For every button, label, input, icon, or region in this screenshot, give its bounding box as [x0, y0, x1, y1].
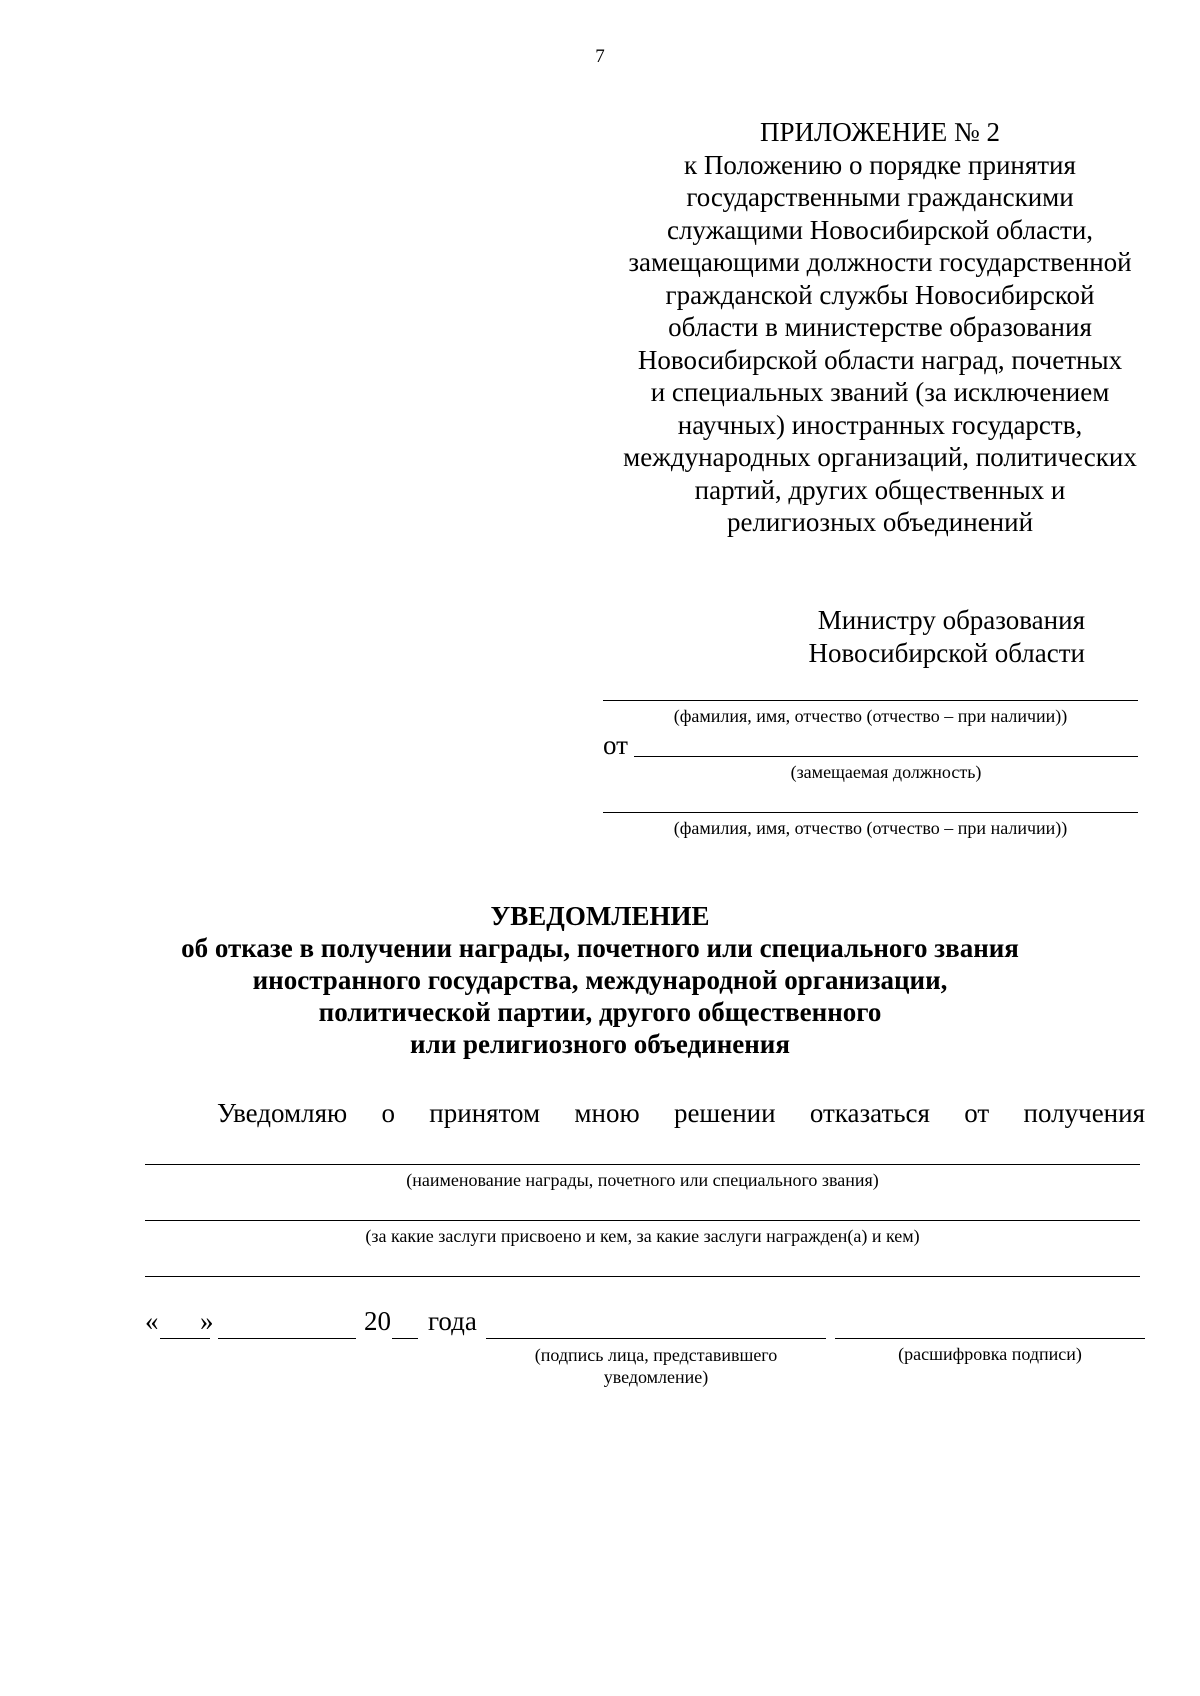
signature-caption-line: (подпись лица, представившего — [534, 1345, 778, 1365]
appendix-line: партий, других общественных и — [694, 474, 1066, 505]
close-quote: » — [200, 1306, 214, 1336]
from-label: от — [603, 730, 628, 760]
notice-subtitle-line: об отказе в получении награды, почетного или специального звания — [181, 933, 1019, 963]
fio-field-1[interactable] — [603, 700, 1138, 701]
body-word: мною — [574, 1098, 640, 1128]
appendix-line: к Положению о порядке принятия — [684, 149, 1076, 180]
signature-field[interactable] — [486, 1338, 826, 1339]
decoding-field[interactable] — [835, 1338, 1145, 1339]
appendix-line: государственными гражданскими — [686, 182, 1074, 212]
appendix-line: гражданской службы Новосибирской — [665, 279, 1095, 310]
merit-caption: (за какие заслуги присвоено и кем, за какие заслуги награжден(а) и кем) — [365, 1226, 920, 1246]
merit-field[interactable] — [145, 1220, 1140, 1221]
body-word: принятом — [429, 1098, 541, 1128]
fio-field-2[interactable] — [603, 812, 1138, 813]
appendix-line: и специальных званий (за исключением — [650, 377, 1110, 407]
fio-caption-2: (фамилия, имя, отчество (отчество – при наличии)) — [673, 818, 1068, 838]
body-word: решении — [673, 1098, 776, 1128]
body-word: отказаться — [809, 1098, 930, 1128]
signature-caption-line: уведомление) — [603, 1367, 709, 1387]
appendix-title: ПРИЛОЖЕНИЕ № 2 — [759, 117, 1001, 147]
extra-field[interactable] — [145, 1276, 1140, 1277]
addressee-block — [808, 604, 1085, 669]
appendix-line: религиозных объединений — [726, 507, 1034, 537]
notice-subtitle-line: или религиозного объединения — [410, 1029, 790, 1059]
body-sentence — [145, 1098, 1145, 1129]
position-caption: (замещаемая должность) — [790, 762, 982, 782]
award-field[interactable] — [145, 1164, 1140, 1165]
signature-caption — [486, 1344, 826, 1388]
day-field[interactable] — [160, 1338, 210, 1339]
month-field[interactable] — [218, 1338, 356, 1339]
body-word: от — [964, 1098, 990, 1128]
appendix-line: служащими Новосибирской области, — [666, 214, 1094, 245]
year-prefix: 20 — [364, 1306, 391, 1336]
fio-caption-1: (фамилия, имя, отчество (отчество – при наличии)) — [673, 706, 1068, 726]
appendix-line: Новосибирской области наград, почетных — [637, 344, 1123, 375]
notice-subtitle-line: политической партии, другого общественного — [318, 997, 882, 1027]
notice-title-block — [0, 900, 1200, 1060]
page-number: 7 — [595, 46, 605, 67]
year-suffix: года — [428, 1306, 477, 1336]
addressee-line: Министру образования — [817, 605, 1085, 635]
award-caption: (наименование награды, почетного или специального звания) — [406, 1170, 879, 1190]
appendix-line: научных) иностранных государств, — [677, 409, 1083, 440]
position-field[interactable] — [634, 756, 1138, 757]
year-field[interactable] — [392, 1338, 418, 1339]
decoding-caption: (расшифровка подписи) — [898, 1344, 1082, 1364]
body-word: о — [381, 1098, 395, 1128]
open-quote: « — [145, 1306, 159, 1336]
appendix-line: области в министерстве образования — [668, 312, 1092, 342]
appendix-line: международных организаций, политических — [623, 442, 1137, 472]
body-word: Уведомляю — [217, 1098, 348, 1128]
appendix-block — [580, 116, 1180, 539]
notice-title: УВЕДОМЛЕНИЕ — [490, 901, 710, 931]
appendix-line: замещающими должности государственной — [628, 247, 1132, 277]
notice-subtitle-line: иностранного государства, международной организации, — [252, 965, 948, 995]
body-word: получения — [1023, 1098, 1145, 1128]
addressee-line: Новосибирской области — [808, 637, 1085, 668]
